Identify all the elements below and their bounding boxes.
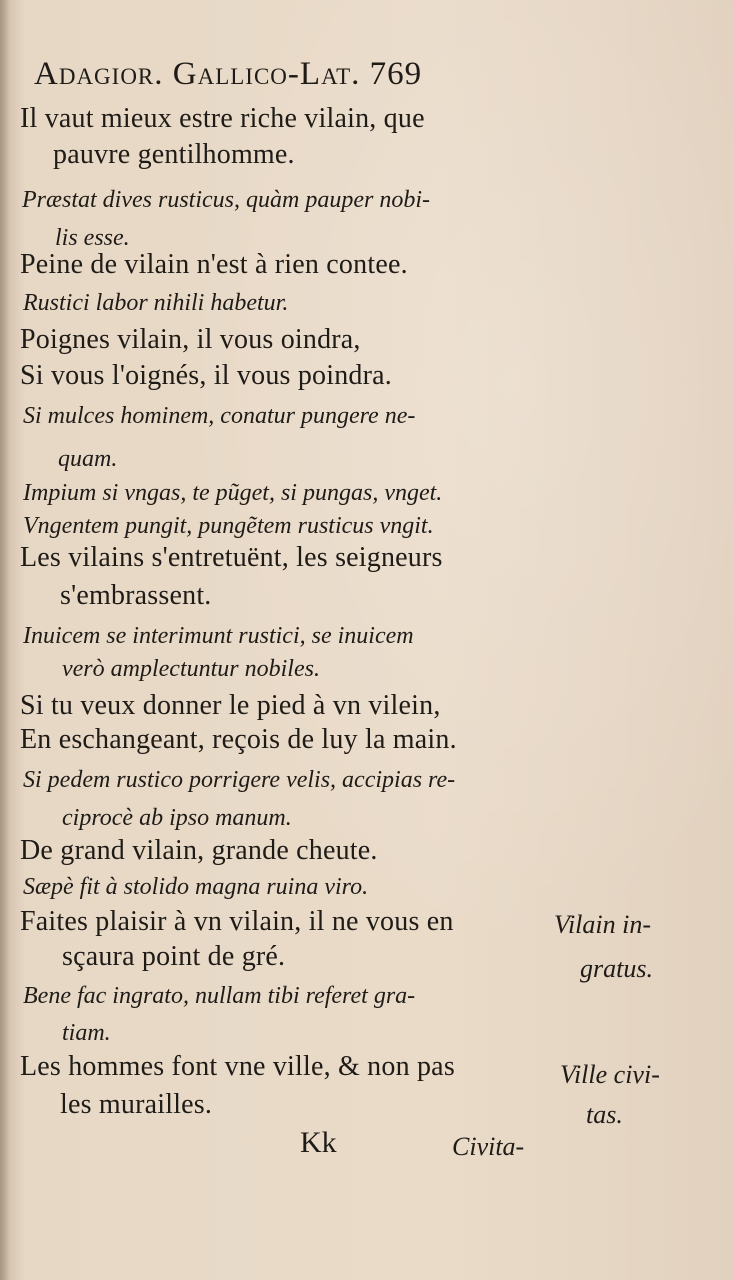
text-line: les murailles. [60,1089,213,1120]
margin-note: Ville civi- [560,1060,660,1089]
text-line: Rustici labor nihili habetur. [23,290,289,316]
text-line: ciprocè ab ipso manum. [62,805,292,831]
text-line: Les vilains s'entretuënt, les seigneurs [20,542,443,573]
text-line: verò amplectuntur nobiles. [62,656,320,682]
text-line: Les hommes font vne ville, & non pas [20,1051,455,1082]
text-line: tiam. [62,1020,111,1046]
running-head: Adagior. Gallico-Lat. 769 [34,56,423,92]
text-line: Il vaut mieux estre riche vilain, que [20,103,425,134]
text-line: quam. [58,446,118,472]
text-line: Faites plaisir à vn vilain, il ne vous en [20,906,454,937]
margin-note: tas. [586,1100,623,1129]
text-line: Si mulces hominem, conatur pungere ne- [23,403,416,429]
text-line: Si pedem rustico porrigere velis, accipias re- [23,767,456,793]
text-line: Peine de vilain n'est à rien contee. [20,249,408,280]
text-line: Sæpè fit à stolido magna ruina viro. [23,874,369,900]
text-line: Impium si vngas, te pũget, si pungas, vnget. [23,480,443,506]
catchword: Civita- [452,1132,525,1161]
text-line: Bene fac ingrato, nullam tibi referet gra- [23,983,416,1009]
text-line: De grand vilain, grande cheute. [20,835,378,866]
text-line: s'embrassent. [60,580,212,611]
text-line: pauvre gentilhomme. [53,139,295,170]
text-line: Poignes vilain, il vous oindra, [20,324,361,355]
signature-mark: Kk [300,1126,337,1159]
text-line: Si vous l'oignés, il vous poindra. [20,360,392,391]
text-line: Præstat dives rusticus, quàm pauper nobi- [22,187,430,213]
text-line: lis esse. [55,225,130,251]
text-line: En eschangeant, reçois de luy la main. [20,724,457,755]
page-gutter-shadow [0,0,10,1280]
text-line: Inuicem se interimunt rustici, se inuicem [23,623,414,649]
text-line: sçaura point de gré. [62,941,286,972]
text-line: Si tu veux donner le pied à vn vilein, [20,690,441,721]
margin-note: Vilain in- [554,910,652,939]
text-line: Vngentem pungit, pungẽtem rusticus vngit. [23,513,434,539]
margin-note: gratus. [580,954,653,983]
